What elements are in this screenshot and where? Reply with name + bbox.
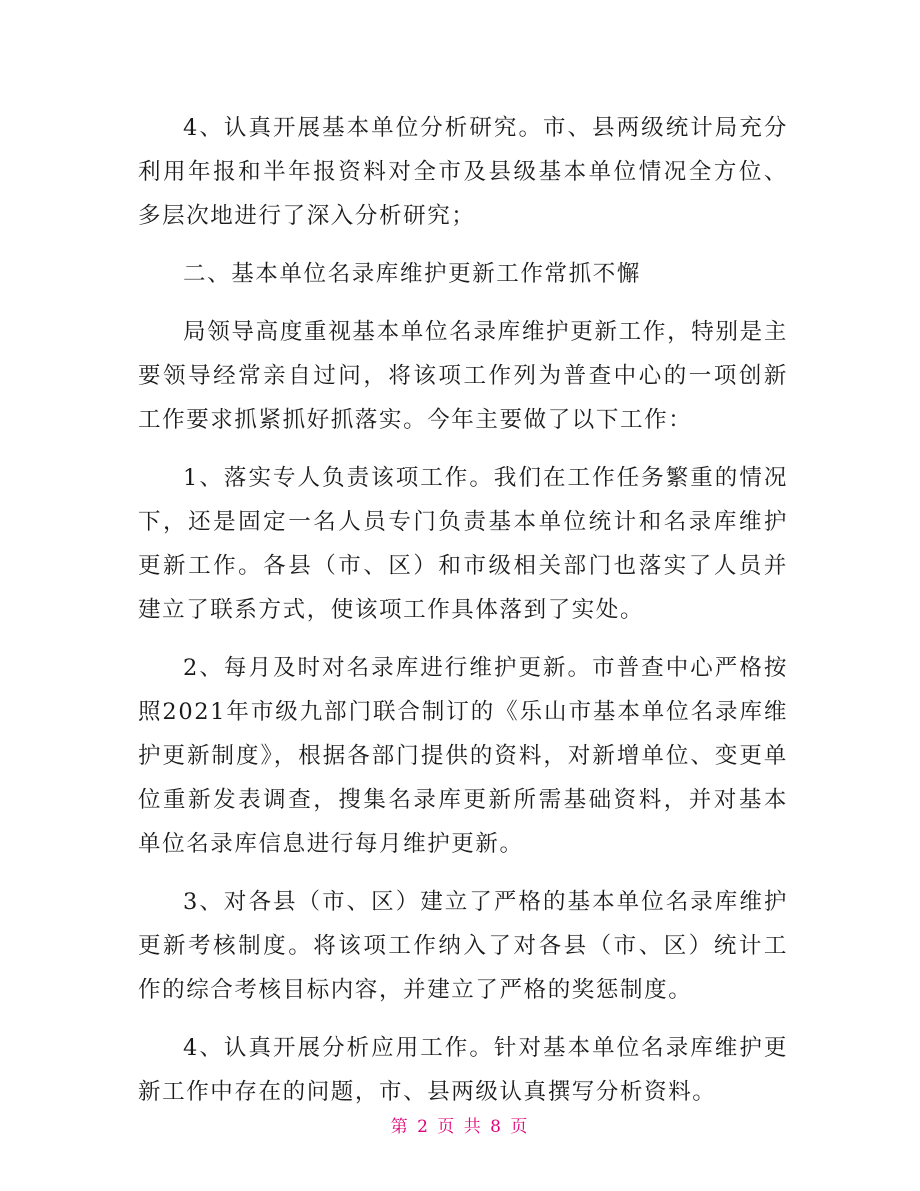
paragraph-item-4: 4、认真开展分析应用工作。针对基本单位名录库维护更新工作中存在的问题，市、县两级认真撰写分析资料。 xyxy=(138,1035,788,1105)
paragraph-leadership: 局领导高度重视基本单位名录库维护更新工作，特别是主要领导经常亲自过问，将该项工作列为普查中心的一项创新工作要求抓紧抓好抓落实。今年主要做了以下工作： xyxy=(138,319,788,433)
paragraph-item-1: 1、落实专人负责该项工作。我们在工作任务繁重的情况下，还是固定一名人员专门负责基本单位统计和名录库维护更新工作。各县（市、区）和市级相关部门也落实了人员并建立了联系方式，使该项工作具体落到了实处。 xyxy=(138,465,788,623)
paragraph-item-2: 2、每月及时对名录库进行维护更新。市普查中心严格按照2021年市级九部门联合制订的《乐山市基本单位名录库维护更新制度》，根据各部门提供的资料，对新增单位、变更单位重新发表调查，搜集名录库更新所需基础资料，并对基本单位名录库信息进行每月维护更新。 xyxy=(138,655,788,857)
paragraph-analysis-research: 4、认真开展基本单位分析研究。市、县两级统计局充分利用年报和半年报资料对全市及县级基本单位情况全方位、多层次地进行了深入分析研究； xyxy=(138,115,788,229)
document-body xyxy=(138,106,788,1128)
paragraph-item-3: 3、对各县（市、区）建立了严格的基本单位名录库维护更新考核制度。将该项工作纳入了对各县（市、区）统计工作的综合考核目标内容，并建立了严格的奖惩制度。 xyxy=(138,889,788,1003)
page-number-footer: 第 2 页 共 8 页 xyxy=(390,1117,530,1137)
section-heading-registry-maintenance: 二、基本单位名录库维护更新工作常抓不懈 xyxy=(183,261,641,287)
